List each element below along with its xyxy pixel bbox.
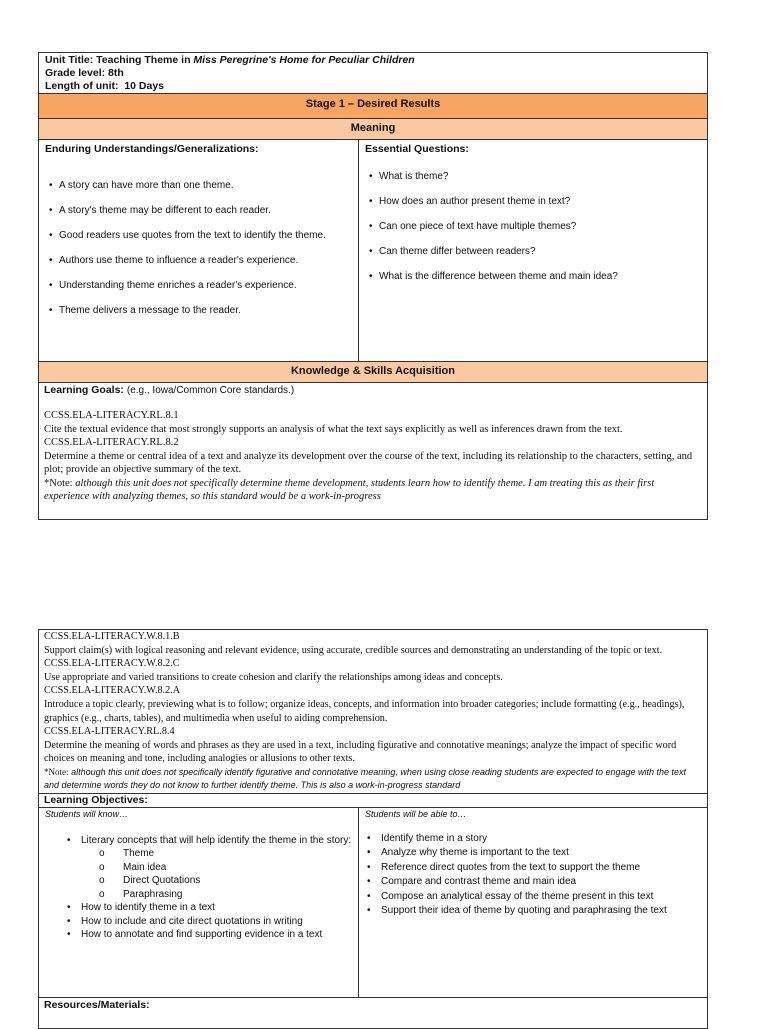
know-items-list <box>39 901 358 942</box>
able-item: • Analyze why theme is important to the text <box>367 846 707 861</box>
enduring-list <box>39 180 358 316</box>
standards-continued <box>39 630 707 793</box>
enduring-item: • A story's theme may be different to each reader. <box>49 205 358 216</box>
know-sub-item: o Paraphrasing <box>99 888 358 902</box>
standard-text: Determine the meaning of words and phrases as they are used in a text, including figurative and connotative meanings; analyze the impact of specific word choices on meaning and tone, including analogies or allusions to other texts. <box>44 739 677 765</box>
standards-note <box>39 766 707 792</box>
unit-plan-table-page1 <box>38 52 708 520</box>
objectives-columns <box>39 807 707 997</box>
standard-text: Use appropriate and varied transitions to create cohesion and clarify the relationships among ideas and concepts. <box>44 671 503 683</box>
know-sub-item: o Main idea <box>99 861 358 875</box>
standards-list-continued <box>39 630 707 766</box>
know-sub-list <box>81 847 358 901</box>
able-item: • Compare and contrast theme and main idea <box>367 875 707 890</box>
standard-text: Determine a theme or central idea of a text and analyze its development over the course of the text, including its relationship to the characters, setting, and plot; provide an objective summary of the text. <box>44 450 693 475</box>
able-label: Students will be able to… <box>365 808 467 819</box>
unit-title-prefix: Teaching Theme in <box>96 54 191 66</box>
know-item: • How to identify theme in a text <box>67 901 358 915</box>
standard-code: CCSS.ELA-LITERACY.W.8.2.A <box>44 685 181 697</box>
length-line <box>45 80 701 93</box>
grade-value: 8th <box>108 67 124 79</box>
learning-goals-hint: (e.g., Iowa/Common Core standards.) <box>126 385 295 396</box>
essential-column <box>359 140 707 361</box>
learning-goals-label: Learning Goals: <box>44 384 124 396</box>
standard-code: CCSS.ELA-LITERACY.RL.8.2 <box>44 437 179 448</box>
meaning-columns <box>39 139 707 361</box>
standard-text: Support claim(s) with logical reasoning and relevant evidence, using accurate, credible sources and demonstrating an understanding of the topic or text. <box>44 644 663 656</box>
enduring-item: • Understanding theme enriches a reader's experience. <box>49 280 358 291</box>
p2-note-text: although this unit does not specifically identify figurative and connotative meaning, when using close reading students are expected to engage with the text and determine words they do not know to further identify theme. This is also a work-in-progress standard <box>44 766 687 790</box>
able-items-list <box>359 832 707 919</box>
grade-line <box>45 67 701 80</box>
know-sub-item: o Theme <box>99 847 358 861</box>
know-intro: Literary concepts that will help identify the theme in the story: <box>81 834 352 846</box>
essential-item: • How does an author present theme in text? <box>369 196 707 207</box>
know-sub-item: o Direct Quotations <box>99 874 358 888</box>
standard-text: Cite the textual evidence that most strongly supports an analysis of what the text says explicitly as well as inferences drawn from the text. <box>44 423 623 435</box>
standard-code: CCSS.ELA-LITERACY.RL.8.1 <box>44 410 179 421</box>
unit-title-line <box>45 54 701 67</box>
essential-item: • Can theme differ between readers? <box>369 246 707 257</box>
learning-goals-note <box>39 477 707 504</box>
learning-goals-section <box>39 382 707 504</box>
know-column <box>39 808 359 997</box>
learning-goals-heading <box>39 383 707 397</box>
standard-text: Introduce a topic clearly, previewing what is to follow; organize ideas, concepts, and information into broader categories; include formatting (e.g., headings), graphics (e.g., charts, tables), and multimedia when useful to aiding comprehension. <box>44 698 685 724</box>
length-value: 10 Days <box>124 80 165 92</box>
enduring-column <box>39 140 359 361</box>
standard-code: CCSS.ELA-LITERACY.W.8.2.C <box>44 658 180 670</box>
able-item: • Support their idea of theme by quoting and paraphrasing the text <box>367 904 707 919</box>
unit-plan-table-page2 <box>38 629 708 1029</box>
essential-item: • Can one piece of text have multiple themes? <box>369 221 707 232</box>
standard-code: CCSS.ELA-LITERACY.RL.8.4 <box>44 726 175 738</box>
resources-heading: Resources/Materials: <box>39 997 707 1013</box>
able-column <box>359 808 707 997</box>
able-item: • Identify theme in a story <box>367 832 707 847</box>
essential-item: • What is theme? <box>369 171 707 182</box>
standard-code: CCSS.ELA-LITERACY.W.8.1.B <box>44 631 180 642</box>
grade-label: Grade level: <box>45 67 106 79</box>
know-list <box>39 834 358 902</box>
p2-note-label: *Note: <box>44 766 69 777</box>
note-text: although this unit does not specifically determine theme development, students learn how to identify theme. I am treating this as their first experience with analyzing themes, so this standard would be a work-in-progress <box>44 477 655 502</box>
enduring-item: • Theme delivers a message to the reader. <box>49 305 358 316</box>
able-item: • Compose an analytical essay of the theme present in this text <box>367 890 707 905</box>
meaning-banner: Meaning <box>39 118 707 139</box>
essential-list <box>359 171 707 282</box>
learning-goals-standards <box>39 409 707 477</box>
know-intro-item <box>67 834 358 902</box>
able-item: • Reference direct quotes from the text to support the theme <box>367 861 707 876</box>
know-item: • How to annotate and find supporting evidence in a text <box>67 928 358 942</box>
enduring-item: • A story can have more than one theme. <box>49 180 358 191</box>
enduring-heading: Enduring Understandings/Generalizations: <box>45 143 259 155</box>
unit-header <box>39 53 707 93</box>
stage1-banner: Stage 1 – Desired Results <box>39 93 707 118</box>
know-label: Students will know… <box>45 808 129 819</box>
note-label: *Note: <box>44 477 73 489</box>
essential-heading: Essential Questions: <box>365 143 469 155</box>
enduring-item: • Good readers use quotes from the text to identify the theme. <box>49 230 358 241</box>
enduring-item: • Authors use theme to influence a reader's experience. <box>49 255 358 266</box>
knowledge-banner: Knowledge & Skills Acquisition <box>39 361 707 382</box>
learning-objectives-heading: Learning Objectives: <box>39 793 707 807</box>
unit-title-book: Miss Peregrine's Home for Peculiar Children <box>193 54 415 66</box>
unit-title-label: Unit Title: <box>45 54 94 66</box>
know-item: • How to include and cite direct quotations in writing <box>67 915 358 929</box>
essential-item: • What is the difference between theme and main idea? <box>369 271 707 282</box>
length-label: Length of unit: <box>45 80 119 92</box>
